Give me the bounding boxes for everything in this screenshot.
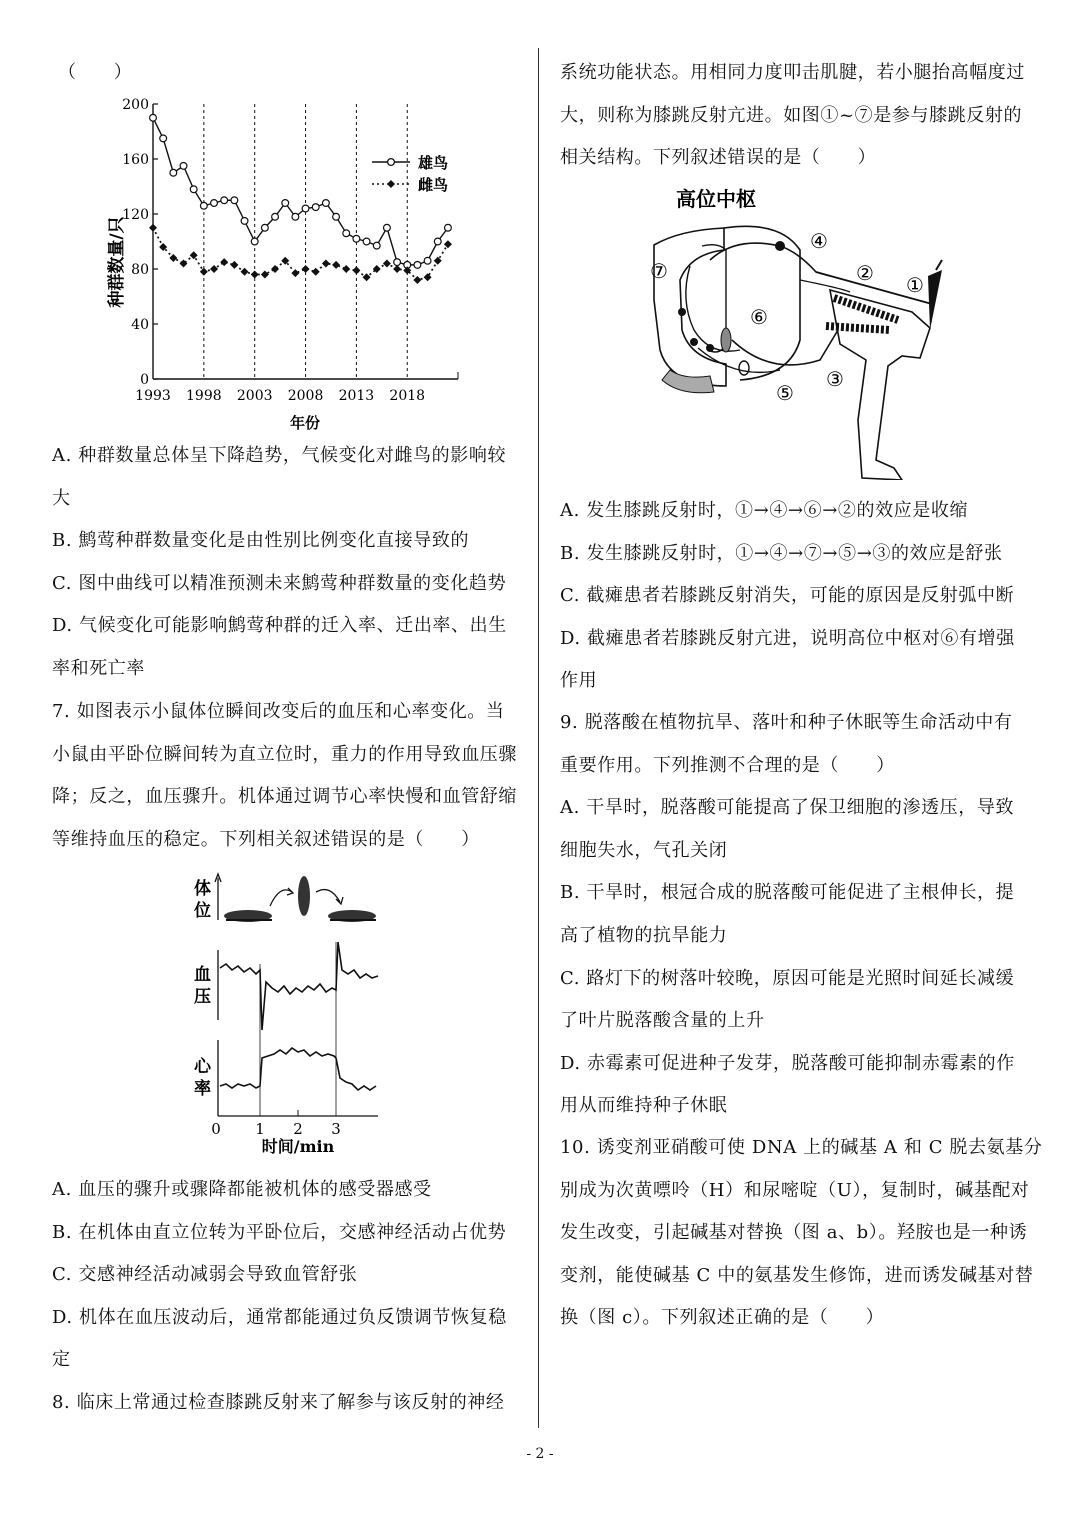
q7-option-line-4: 定 [52,1349,71,1371]
point-male-2002 [241,217,248,224]
point-male-2021 [434,238,441,245]
point-female-2021 [434,257,442,265]
label-1: ① [906,273,924,297]
point-male-1995 [170,169,177,176]
point-male-2010 [322,200,329,207]
xtick-label-4: 2013 [338,388,375,404]
chart-xlabel: 年份 [289,414,321,432]
mouse-upright [298,876,310,916]
label-7: ⑦ [650,259,668,283]
series-line-0 [153,118,448,265]
point-female-2000 [220,258,228,266]
xtick-label-1: 1998 [186,388,222,404]
point-male-2000 [221,197,228,204]
xtick-label-3: 2008 [287,388,324,404]
mouse-lying-1 [224,910,272,922]
q6-option-line-5: 率和死亡率 [52,658,145,679]
fig7-posture-char2: 位 [194,901,211,921]
q6-option-line-1: 大 [52,487,71,509]
point-male-2005 [272,213,279,220]
q7-stem-line-1: 小鼠由平卧位瞬间转为直立位时，重力的作用导致血压骤 [52,743,517,765]
fig7-xtick-0: 0 [211,1120,221,1138]
point-female-1995 [169,254,177,262]
point-male-2012 [343,230,350,237]
point-male-2019 [414,261,421,268]
fig7-xlabel: 时间/min [261,1137,335,1156]
q6-option-line-4: D. 气候变化可能影响鹪莺种群的迁入率、迁出率、出生 [52,615,507,637]
q9-line-9: 用从而维持种子休眠 [560,1095,728,1117]
population-chart [100,92,480,437]
point-male-2017 [394,259,401,266]
label-4: ④ [810,229,828,253]
point-female-2022 [444,240,452,248]
q6-option-line-2: B. 鹪莺种群数量变化是由性别比例变化直接导致的 [52,530,470,552]
xtick-label-2: 2003 [236,388,273,404]
q10-line-2: 发生改变，引起碱基对替换（图 a、b）。羟胺也是一种诱 [560,1222,1028,1244]
q7-option-line-2: C. 交感神经活动减弱会导致血管舒张 [52,1264,358,1286]
point-female-2017 [393,265,401,273]
q7-option-line-0: A. 血压的骤升或骤降都能被机体的感受器感受 [52,1179,432,1200]
point-female-2019 [413,276,421,284]
fig8-title: 高位中枢 [676,187,756,211]
q7-stem-line-2: 降；反之，血压骤升。机体通过调节心率快慢和血管舒缩 [52,786,517,808]
q8-stem-start: 8. 临床上常通过检查膝跳反射来了解参与该反射的神经 [52,1392,505,1413]
mouse-bp-hr-figure [188,870,384,1160]
ytick-label-1: 160 [122,152,149,168]
point-female-2008 [302,265,310,273]
ytick-label-0: 200 [122,97,149,113]
point-male-2014 [363,238,370,245]
knee-reflex-figure [640,180,950,480]
point-male-2008 [302,205,309,212]
point-female-1998 [200,268,208,276]
fig7-xtick-1: 1 [255,1120,265,1138]
q9-line-7: 了叶片脱落酸含量的上升 [560,1010,765,1032]
fig7-xtick-3: 3 [331,1120,341,1138]
ytick-label-5: 0 [140,372,149,388]
q8-stem-line-2: 相关结构。下列叙述错误的是（ ） [560,147,877,169]
point-male-2003 [251,238,258,245]
column-divider [538,48,539,1428]
point-male-2001 [231,197,238,204]
point-male-1999 [211,200,218,207]
point-male-2015 [373,242,380,249]
point-female-1993 [149,224,157,232]
mouse-lying-2 [328,910,376,922]
point-female-2010 [322,260,330,268]
fig7-hr-char1: 心 [194,1057,211,1077]
q10-line-0: 10. 诱变剂亚硝酸可使 DNA 上的碱基 A 和 C 脱去氨基分 [560,1137,1043,1158]
point-male-2016 [384,224,391,231]
q9-line-3: 细胞失水，气孔关闭 [560,839,728,861]
q8-stem-line-1: 大，则称为膝跳反射亢进。如图①~⑦是参与膝跳反射的 [560,104,1023,126]
label-3: ③ [826,367,844,391]
label-5: ⑤ [776,381,794,405]
point-female-2004 [261,271,269,279]
q9-line-5: 高了植物的抗旱能力 [560,925,728,946]
bp-trace [220,942,378,1030]
q10-line-4: 换（图 c）。下列叙述正确的是（ ） [560,1307,885,1329]
fig7-xtick-2: 2 [293,1120,303,1138]
q9-line-8: D. 赤霉素可促进种子发芽，脱落酸可能抑制赤霉素的作 [560,1052,1015,1074]
q7-stem-line-0: 7. 如图表示小鼠体位瞬间改变后的血压和心率变化。当 [52,701,505,722]
ytick-label-2: 120 [122,207,149,223]
xtick-label-0: 1993 [135,388,171,404]
q8-option-line-3: D. 截瘫患者若膝跳反射亢进，说明高位中枢对⑥有增强 [560,627,1015,649]
q8-option-line-2: C. 截瘫患者若膝跳反射消失，可能的原因是反射弧中断 [560,585,1015,607]
point-female-2016 [383,260,391,268]
q7-option-line-1: B. 在机体由直立位转为平卧位后，交感神经活动占优势 [52,1221,507,1243]
fig7-hr-char2: 率 [194,1079,211,1099]
point-female-2013 [352,266,360,274]
point-male-1998 [200,202,207,209]
point-male-1993 [150,114,157,121]
hr-trace [220,1048,376,1090]
q7-option-line-3: D. 机体在血压波动后，通常都能通过负反馈调节恢复稳 [52,1306,507,1328]
q8-option-line-1: B. 发生膝跳反射时，①→④→⑦→⑤→③的效应是舒张 [560,542,1003,564]
q9-line-1: 重要作用。下列推测不合理的是（ ） [560,754,895,776]
point-female-2011 [332,261,340,269]
point-male-2011 [333,213,340,220]
legend-female: 雌鸟 [418,176,449,194]
point-female-2020 [424,273,432,281]
xtick-label-5: 2018 [389,388,426,404]
ytick-label-3: 80 [131,262,149,278]
point-female-1997 [190,251,198,259]
q9-line-6: C. 路灯下的树落叶较晚，原因可能是光照时间延长减缓 [560,967,1015,989]
fig7-bp-char1: 血 [194,965,211,985]
q9-line-2: A. 干旱时，脱落酸可能提高了保卫细胞的渗透压，导致 [560,797,1015,819]
point-female-1996 [180,260,188,268]
label-6: ⑥ [750,305,768,329]
q8-option-line-4: 作用 [560,670,598,692]
q8-stem-line-0: 系统功能状态。用相同力度叩击肌腱，若小腿抬高幅度过 [560,62,1025,83]
point-female-2001 [230,261,238,269]
point-male-1994 [160,135,167,142]
point-female-2009 [312,268,320,276]
q6-option-line-3: C. 图中曲线可以精准预测未来鹪莺种群数量的变化趋势 [52,572,507,594]
point-female-2002 [241,268,249,276]
point-female-2005 [271,265,279,273]
label-2: ② [856,261,874,285]
q6-bracket: （ ） [58,62,133,83]
point-male-2007 [292,213,299,220]
q10-line-1: 别成为次黄嘌呤（H）和尿嘧啶（U），复制时，碱基配对 [560,1179,1030,1201]
point-male-2004 [261,224,268,231]
point-male-2020 [424,257,431,264]
point-male-2009 [312,204,319,211]
q7-stem-line-3: 等维持血压的稳定。下列相关叙述错误的是（ ） [52,828,480,850]
q6-option-line-0: A. 种群数量总体呈下降趋势，气候变化对雌鸟的影响较 [52,445,507,466]
q10-line-3: 变剂，能使碱基 C 中的氨基发生修饰，进而诱发碱基对替 [560,1264,1034,1286]
point-female-2012 [342,265,350,273]
point-male-1996 [180,162,187,169]
series-line-1 [153,228,448,280]
chart-legend [372,154,448,194]
point-male-2022 [445,224,452,231]
fig7-posture-char1: 体 [194,879,211,899]
q9-line-0: 9. 脱落酸在植物抗旱、落叶和种子休眠等生命活动中有 [560,712,1013,733]
point-female-2003 [251,271,259,279]
point-female-2007 [291,269,299,277]
ytick-label-4: 40 [131,317,149,333]
chart-ylabel: 种群数量/只 [107,216,127,308]
legend-male: 雄鸟 [418,154,449,172]
fig7-bp-char2: 压 [194,987,211,1007]
q8-option-line-0: A. 发生膝跳反射时，①→④→⑥→②的效应是收缩 [560,500,969,521]
page-number: - 2 - [526,1446,554,1462]
point-male-2013 [353,235,360,242]
q9-line-4: B. 干旱时，根冠合成的脱落酸可能促进了主根伸长，提 [560,882,1015,904]
point-male-1997 [190,186,197,193]
point-male-2006 [282,200,289,207]
